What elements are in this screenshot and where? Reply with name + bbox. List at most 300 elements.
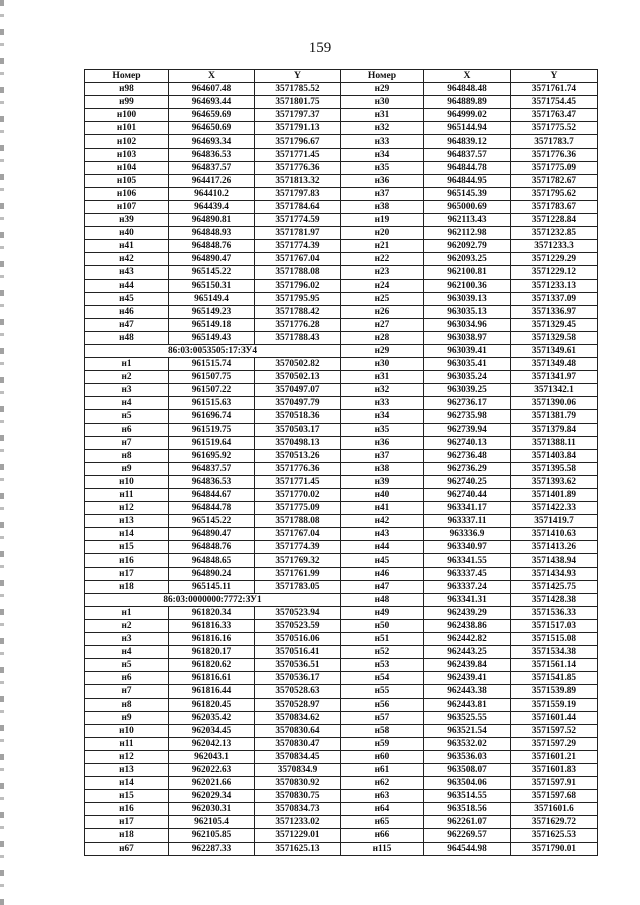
x-coordinate: 962112.98 [424,227,511,240]
x-coordinate: 962034.45 [169,724,255,737]
y-coordinate: 3571785.52 [255,83,341,96]
table-row [85,384,598,397]
point-number: н21 [341,240,424,253]
point-number: н8 [85,698,169,711]
y-coordinate: 3571336.97 [511,305,598,318]
x-coordinate: 962439.84 [424,659,511,672]
point-number: н15 [85,541,169,554]
x-coordinate: 962261.07 [424,816,511,829]
x-coordinate: 961507.75 [169,371,255,384]
x-coordinate: 964848.48 [424,83,511,96]
y-coordinate: 3571782.67 [511,174,598,187]
table-row [85,737,598,750]
y-coordinate: 3571795.62 [511,187,598,200]
x-coordinate: 965145.22 [169,266,255,279]
x-coordinate: 961519.64 [169,436,255,449]
point-number: н38 [341,200,424,213]
point-number: н44 [341,541,424,554]
y-coordinate: 3571629.72 [511,816,598,829]
point-number: н115 [341,842,424,855]
y-coordinate: 3571774.39 [255,240,341,253]
point-number: н26 [341,305,424,318]
y-coordinate: 3571796.67 [255,135,341,148]
y-coordinate: 3570516.41 [255,646,341,659]
table-row [85,489,598,502]
x-coordinate: 964439.4 [169,200,255,213]
point-number: н42 [341,515,424,528]
x-coordinate: 965149.43 [169,331,255,344]
x-coordinate: 964844.95 [424,174,511,187]
point-number: н20 [341,227,424,240]
table-row [85,659,598,672]
y-coordinate: 3571233.13 [511,279,598,292]
table-row [85,305,598,318]
point-number: н63 [341,790,424,803]
x-coordinate: 964693.34 [169,135,255,148]
point-number: н34 [341,410,424,423]
table-row [85,462,598,475]
x-coordinate: 963337.45 [424,567,511,580]
point-number: н37 [341,449,424,462]
x-coordinate: 963341.31 [424,593,511,606]
x-coordinate: 963341.55 [424,554,511,567]
x-coordinate: 961820.45 [169,698,255,711]
y-coordinate: 3570536.51 [255,659,341,672]
point-number: н99 [85,96,169,109]
point-number: н52 [341,646,424,659]
point-number: н5 [85,410,169,423]
point-number: н65 [341,816,424,829]
point-number: н29 [341,83,424,96]
point-number: н12 [85,750,169,763]
point-number: н67 [85,842,169,855]
x-coordinate: 964693.44 [169,96,255,109]
y-coordinate: 3570834.9 [255,763,341,776]
table-row [85,790,598,803]
point-number: н11 [85,737,169,750]
y-coordinate: 3571233.02 [255,816,341,829]
x-coordinate: 963038.97 [424,331,511,344]
point-number: н35 [341,423,424,436]
x-coordinate: 964844.78 [169,502,255,515]
y-coordinate: 3571349.61 [511,344,598,357]
table-row [85,593,598,606]
y-coordinate: 3571349.48 [511,358,598,371]
table-row [85,135,598,148]
header-x-left: X [169,70,255,83]
point-number: н4 [85,646,169,659]
x-coordinate: 962439.41 [424,672,511,685]
x-coordinate: 962093.25 [424,253,511,266]
x-coordinate: 961820.17 [169,646,255,659]
table-row [85,187,598,200]
table-row [85,763,598,776]
table-row [85,227,598,240]
x-coordinate: 964844.67 [169,489,255,502]
table-row [85,423,598,436]
point-number: н49 [341,606,424,619]
point-number: н51 [341,633,424,646]
y-coordinate: 3571337.09 [511,292,598,305]
table-row [85,109,598,122]
table-row [85,148,598,161]
table-row [85,292,598,305]
y-coordinate: 3571229.01 [255,829,341,842]
y-coordinate: 3571781.97 [255,227,341,240]
x-coordinate: 963337.24 [424,580,511,593]
y-coordinate: 3571425.75 [511,580,598,593]
point-number: н58 [341,724,424,737]
y-coordinate: 3571597.29 [511,737,598,750]
table-header-row [85,70,598,83]
point-number: н12 [85,502,169,515]
x-coordinate: 963336.9 [424,528,511,541]
x-coordinate: 964848.76 [169,240,255,253]
x-coordinate: 962105.85 [169,829,255,842]
y-coordinate: 3571393.62 [511,475,598,488]
point-number: н4 [85,397,169,410]
point-number: н37 [341,187,424,200]
table-row [85,554,598,567]
x-coordinate: 964837.57 [169,462,255,475]
point-number: н33 [341,135,424,148]
y-coordinate: 3570498.13 [255,436,341,449]
x-coordinate: 964889.89 [424,96,511,109]
point-number: н41 [341,502,424,515]
x-coordinate: 964410.2 [169,187,255,200]
y-coordinate: 3571774.39 [255,541,341,554]
x-coordinate: 961507.22 [169,384,255,397]
table-row [85,174,598,187]
y-coordinate: 3571597.52 [511,724,598,737]
x-coordinate: 963504.06 [424,777,511,790]
x-coordinate: 963039.13 [424,292,511,305]
table-row [85,842,598,855]
y-coordinate: 3571388.11 [511,436,598,449]
point-number: н19 [341,214,424,227]
point-number: н53 [341,659,424,672]
y-coordinate: 3571797.83 [255,187,341,200]
x-coordinate: 962105.4 [169,816,255,829]
point-number: н44 [85,279,169,292]
y-coordinate: 3571342.1 [511,384,598,397]
x-coordinate: 962100.81 [424,266,511,279]
x-coordinate: 961695.92 [169,449,255,462]
x-coordinate: 962740.13 [424,436,511,449]
y-coordinate: 3571517.03 [511,619,598,632]
y-coordinate: 3570834.62 [255,711,341,724]
y-coordinate: 3570536.17 [255,672,341,685]
x-coordinate: 963536.03 [424,750,511,763]
y-coordinate: 3570523.59 [255,619,341,632]
y-coordinate: 3571801.75 [255,96,341,109]
table-row [85,253,598,266]
point-number: н55 [341,685,424,698]
header-y-right: Y [511,70,598,83]
x-coordinate: 962113.43 [424,214,511,227]
x-coordinate: 962092.79 [424,240,511,253]
section-header: 86:03:0000000:7772:ЗУ1 [85,593,341,606]
point-number: н62 [341,777,424,790]
y-coordinate: 3571625.13 [255,842,341,855]
y-coordinate: 3570523.94 [255,606,341,619]
y-coordinate: 3571229.29 [511,253,598,266]
y-coordinate: 3571539.89 [511,685,598,698]
x-coordinate: 961696.74 [169,410,255,423]
point-number: н107 [85,200,169,213]
point-number: н47 [85,318,169,331]
x-coordinate: 965149.4 [169,292,255,305]
x-coordinate: 963518.56 [424,803,511,816]
x-coordinate: 961816.33 [169,619,255,632]
x-coordinate: 962287.33 [169,842,255,855]
point-number: н59 [341,737,424,750]
y-coordinate: 3571379.84 [511,423,598,436]
y-coordinate: 3571381.79 [511,410,598,423]
y-coordinate: 3570834.73 [255,803,341,816]
point-number: н40 [85,227,169,240]
point-number: н43 [341,528,424,541]
x-coordinate: 964659.69 [169,109,255,122]
point-number: н57 [341,711,424,724]
x-coordinate: 962442.82 [424,633,511,646]
header-number-right: Номер [341,70,424,83]
x-coordinate: 961515.63 [169,397,255,410]
point-number: н38 [341,462,424,475]
table-row [85,567,598,580]
y-coordinate: 3571403.84 [511,449,598,462]
table-row [85,711,598,724]
x-coordinate: 962100.36 [424,279,511,292]
x-coordinate: 962735.98 [424,410,511,423]
x-coordinate: 962736.48 [424,449,511,462]
y-coordinate: 3571413.26 [511,541,598,554]
point-number: н103 [85,148,169,161]
x-coordinate: 962042.13 [169,737,255,750]
x-coordinate: 963034.96 [424,318,511,331]
point-number: н45 [85,292,169,305]
x-coordinate: 964607.48 [169,83,255,96]
point-number: н45 [341,554,424,567]
y-coordinate: 3570502.82 [255,358,341,371]
table-row [85,646,598,659]
table-row [85,541,598,554]
point-number: н42 [85,253,169,266]
point-number: н18 [85,580,169,593]
y-coordinate: 3571395.58 [511,462,598,475]
y-coordinate: 3571390.06 [511,397,598,410]
y-coordinate: 3571428.38 [511,593,598,606]
x-coordinate: 963514.55 [424,790,511,803]
x-coordinate: 962443.81 [424,698,511,711]
coordinates-table [84,69,598,856]
x-coordinate: 962439.29 [424,606,511,619]
point-number: н66 [341,829,424,842]
point-number: н9 [85,711,169,724]
point-number: н36 [341,436,424,449]
y-coordinate: 3571341.97 [511,371,598,384]
y-coordinate: 3570497.79 [255,397,341,410]
y-coordinate: 3571776.36 [511,148,598,161]
point-number: н1 [85,358,169,371]
x-coordinate: 964839.12 [424,135,511,148]
y-coordinate: 3571232.85 [511,227,598,240]
table-row [85,436,598,449]
x-coordinate: 964848.65 [169,554,255,567]
point-number: н16 [85,554,169,567]
point-number: н102 [85,135,169,148]
y-coordinate: 3571422.33 [511,502,598,515]
x-coordinate: 961816.16 [169,633,255,646]
y-coordinate: 3571534.38 [511,646,598,659]
y-coordinate: 3571419.7 [511,515,598,528]
point-number: н7 [85,685,169,698]
point-number: н10 [85,475,169,488]
table-row [85,515,598,528]
point-number: н34 [341,148,424,161]
y-coordinate: 3570516.06 [255,633,341,646]
x-coordinate: 963340.97 [424,541,511,554]
point-number: н46 [85,305,169,318]
x-coordinate: 962043.1 [169,750,255,763]
table-row [85,528,598,541]
y-coordinate: 3571791.13 [255,122,341,135]
table-row [85,633,598,646]
table-row [85,318,598,331]
x-coordinate: 964890.24 [169,567,255,580]
point-number: н48 [341,593,424,606]
y-coordinate: 3571775.09 [511,161,598,174]
x-coordinate: 965000.69 [424,200,511,213]
x-coordinate: 962030.31 [169,803,255,816]
y-coordinate: 3571775.09 [255,502,341,515]
y-coordinate: 3571410.63 [511,528,598,541]
x-coordinate: 963341.17 [424,502,511,515]
point-number: н15 [85,790,169,803]
y-coordinate: 3571754.45 [511,96,598,109]
point-number: н105 [85,174,169,187]
x-coordinate: 965150.31 [169,279,255,292]
table-row [85,410,598,423]
x-coordinate: 963337.11 [424,515,511,528]
table-row [85,122,598,135]
table-row [85,816,598,829]
point-number: н47 [341,580,424,593]
table-row [85,279,598,292]
x-coordinate: 964544.98 [424,842,511,855]
x-coordinate: 964836.53 [169,148,255,161]
x-coordinate: 963035.13 [424,305,511,318]
table-body [85,83,598,856]
table-row [85,580,598,593]
table-row [85,266,598,279]
point-number: н16 [85,803,169,816]
table-row [85,619,598,632]
y-coordinate: 3571788.42 [255,305,341,318]
y-coordinate: 3571771.45 [255,475,341,488]
point-number: н6 [85,423,169,436]
y-coordinate: 3570502.13 [255,371,341,384]
y-coordinate: 3571771.45 [255,148,341,161]
x-coordinate: 964836.53 [169,475,255,488]
y-coordinate: 3571601.44 [511,711,598,724]
x-coordinate: 962736.29 [424,462,511,475]
point-number: н39 [341,475,424,488]
y-coordinate: 3571776.28 [255,318,341,331]
y-coordinate: 3571597.68 [511,790,598,803]
point-number: н35 [341,161,424,174]
point-number: н29 [341,344,424,357]
point-number: н14 [85,777,169,790]
point-number: н24 [341,279,424,292]
table-row [85,331,598,344]
table-row [85,344,598,357]
x-coordinate: 964848.76 [169,541,255,554]
x-coordinate: 964848.93 [169,227,255,240]
point-number: н30 [341,96,424,109]
point-number: н6 [85,672,169,685]
table-row [85,358,598,371]
point-number: н36 [341,174,424,187]
point-number: н22 [341,253,424,266]
y-coordinate: 3570503.17 [255,423,341,436]
y-coordinate: 3571783.67 [511,200,598,213]
point-number: н64 [341,803,424,816]
y-coordinate: 3571775.52 [511,122,598,135]
x-coordinate: 962029.34 [169,790,255,803]
x-coordinate: 963035.41 [424,358,511,371]
y-coordinate: 3571784.64 [255,200,341,213]
x-coordinate: 965145.39 [424,187,511,200]
y-coordinate: 3571788.08 [255,515,341,528]
y-coordinate: 3571761.99 [255,567,341,580]
x-coordinate: 962022.63 [169,763,255,776]
point-number: н13 [85,515,169,528]
point-number: н106 [85,187,169,200]
point-number: н56 [341,698,424,711]
y-coordinate: 3571776.36 [255,161,341,174]
x-coordinate: 962438.86 [424,619,511,632]
point-number: н40 [341,489,424,502]
point-number: н100 [85,109,169,122]
table-row [85,449,598,462]
x-coordinate: 962736.17 [424,397,511,410]
y-coordinate: 3571767.04 [255,253,341,266]
point-number: н13 [85,763,169,776]
x-coordinate: 961820.34 [169,606,255,619]
y-coordinate: 3571559.19 [511,698,598,711]
point-number: н23 [341,266,424,279]
y-coordinate: 3571601.83 [511,763,598,776]
y-coordinate: 3571790.01 [511,842,598,855]
point-number: н98 [85,83,169,96]
x-coordinate: 962739.94 [424,423,511,436]
x-coordinate: 961816.44 [169,685,255,698]
table-row [85,371,598,384]
y-coordinate: 3571769.32 [255,554,341,567]
x-coordinate: 962269.57 [424,829,511,842]
x-coordinate: 962443.25 [424,646,511,659]
point-number: н17 [85,816,169,829]
y-coordinate: 3571438.94 [511,554,598,567]
y-coordinate: 3571329.58 [511,331,598,344]
point-number: н46 [341,567,424,580]
y-coordinate: 3571774.59 [255,214,341,227]
point-number: н41 [85,240,169,253]
point-number: н2 [85,371,169,384]
point-number: н28 [341,331,424,344]
table-row [85,829,598,842]
